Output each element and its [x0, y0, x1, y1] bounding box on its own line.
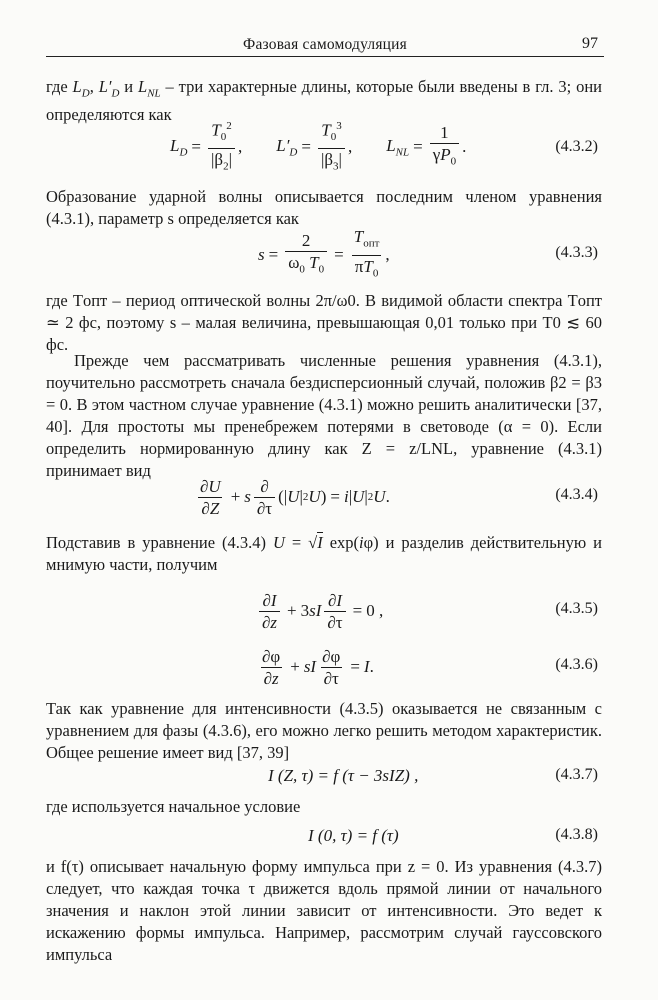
paragraph-2: Образование ударной волны описывается последним членом уравнения (4.3.1), параметр s определяется как: [46, 187, 602, 228]
paragraph-1-start: где: [46, 77, 73, 96]
equation-number: (4.3.8): [555, 826, 598, 843]
paragraph-5-end: и разделив действительную и мнимую части, получим: [46, 533, 602, 574]
equation-4-3-2: $L_D$ = $\frac{T_0^2}{|\beta_2|}$ , $L'_D$ = $\frac{T_0^3}{|\beta_3|}$ , $L_{NL}$ = $\frac{1}{\gamma P_0}$ . (4.3.2): [46, 122, 602, 172]
paragraph-8: и f(τ) описывает начальную форму импульса при z = 0. Из уравнения (4.3.7) следует, что каждая точка τ движется вдоль прямой линии от начального значения и наклон этой линии зависит от интенсивности. Это ведет к искажению формы импульса. Например, рассмотрим случай гауссовского импульса: [46, 857, 602, 964]
equation-number: (4.3.6): [555, 656, 598, 673]
paragraph-6: Так как уравнение для интенсивности (4.3.5) оказывается не связанным с уравнением для фазы (4.3.6), его можно легко решить методом характеристик. Общее решение имеет вид [37, 39]: [46, 699, 602, 762]
paragraph-3: где Tопт – период оптической волны 2π/ω0. В видимой области спектра Tопт ≃ 2 фс, поэтому s – малая величина, превышающая 0,01 только при T0 ≲ 60 фс.: [46, 291, 602, 354]
equation-number: (4.3.4): [555, 486, 598, 503]
equation-4-3-7: [46, 764, 602, 788]
paragraph-5-start: Подставив в уравнение (4.3.4): [46, 533, 273, 552]
paragraph-4: Прежде чем рассматривать численные решения уравнения (4.3.1), поучительно рассмотреть сначала бездисперсионный случай, положив β2 = β3 = 0. В этом частном случае уравнение (4.3.1) можно решить аналитически [37, 40]. Для простоты мы пренебрежем потерями в световоде (α = 0). Если определить нормированную длину как Z = z/LNL, уравнение (4.3.1) принимает вид: [46, 351, 602, 480]
equation-number: (4.3.3): [555, 244, 598, 261]
equation-number: (4.3.2): [555, 138, 598, 155]
equation-4-3-5: $\frac{\partial I}{\partial z}$ + 3 sI $\frac{\partial I}{\partial\tau}$ = 0 , (4.3.5): [46, 586, 602, 636]
paragraph-7: где используется начальное условие: [46, 797, 301, 816]
equation-4-3-7-text: I (Z, τ) = f (τ − 3sIZ) ,: [268, 766, 419, 785]
paragraph-1: где $L_D$, $L'_D$ и $L_{NL}$ – три характерные длины, которые были введены в гл. 3; они определяются как: [46, 77, 602, 125]
paragraph-5: Подставив в уравнение (4.3.4) U = √I exp(iφ) и разделив действительную и мнимую части, получим: [46, 533, 602, 574]
paragraph-1-end: три характерные длины, которые были введены в гл. 3; они определяются как: [46, 77, 602, 125]
running-header: [46, 34, 604, 57]
equation-4-3-8-text: I (0, τ) = f (τ): [308, 826, 399, 845]
equation-number: (4.3.5): [555, 600, 598, 617]
page-number: 97: [582, 35, 598, 52]
equation-4-3-3: s = $\frac{2}{\omega_0 T_0}$ = $\frac{T_{опт}}{\pi T_0}$ , (4.3.3): [46, 228, 602, 282]
equation-4-3-8: [46, 824, 602, 848]
running-title: Фазовая самомодуляция: [243, 36, 407, 53]
equation-number: (4.3.7): [555, 766, 598, 783]
equation-4-3-4: $\frac{\partial U}{\partial Z}$ + s $\frac{\partial}{\partial\tau}$ (| U | 2 U ) = i | U | 2 U . (4.3.4): [200, 476, 598, 518]
equation-4-3-6: $\frac{\partial\varphi}{\partial z}$ + sI $\frac{\partial\varphi}{\partial\tau}$ = I . (4.3.6): [262, 646, 598, 688]
